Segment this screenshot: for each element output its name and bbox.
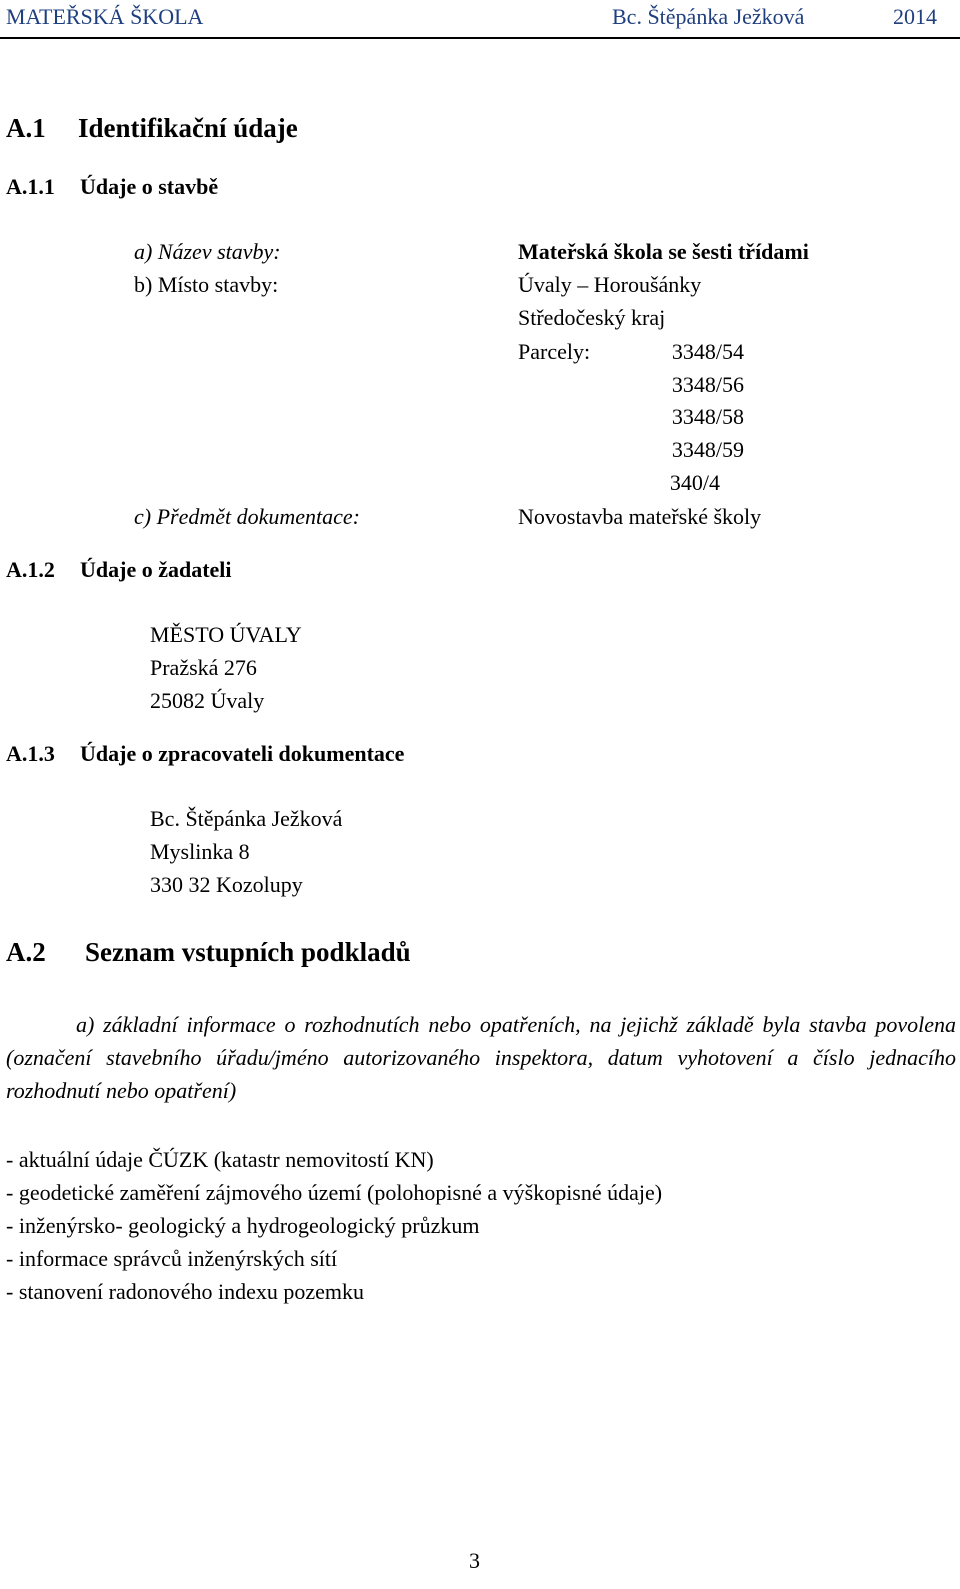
applicant-line: MĚSTO ÚVALY xyxy=(150,622,302,647)
source-paragraph xyxy=(6,1008,956,1107)
building-place-value: Úvaly – Horoušánky xyxy=(518,272,702,297)
parcel-number: 3348/58 xyxy=(671,404,744,429)
building-name-value: Mateřská škola se šesti třídami xyxy=(518,239,809,264)
source-list xyxy=(6,1143,662,1308)
header-title: MATEŘSKÁ ŠKOLA xyxy=(6,4,204,29)
applicant-line: 25082 Úvaly xyxy=(150,688,265,713)
list-item: - aktuální údaje ČÚZK (katastr nemovitostí KN) xyxy=(6,1147,434,1172)
author-line: Myslinka 8 xyxy=(150,839,250,864)
page-header xyxy=(0,4,960,34)
header-rule xyxy=(0,37,960,39)
section-a1-number: A.1 xyxy=(6,113,46,143)
section-a2-number: A.2 xyxy=(6,937,46,967)
parcel-number: 340/4 xyxy=(669,470,720,495)
applicant-line: Pražská 276 xyxy=(150,655,257,680)
parcels-label: Parcely: xyxy=(518,339,591,364)
header-author: Bc. Štěpánka Ježková xyxy=(612,4,805,29)
list-item: - geodetické zaměření zájmového území (polohopisné a výškopisné údaje) xyxy=(6,1180,663,1205)
building-place-label: b) Místo stavby: xyxy=(134,272,279,297)
author-line: 330 32 Kozolupy xyxy=(150,872,303,897)
header-year: 2014 xyxy=(893,4,937,29)
section-a13-title: Údaje o zpracovateli dokumentace xyxy=(80,741,405,766)
section-a11-number: A.1.1 xyxy=(6,174,55,199)
source-paragraph-text: a) základní informace o rozhodnutích nebo opatřeních, na jejichž základě byla stavba povolena (označení stavebního úřadu/jméno autorizovaného inspektora, datum vyhotovení a číslo jednacího rozhodnutí nebo opatření) xyxy=(6,1012,956,1103)
building-region-value: Středočeský kraj xyxy=(518,305,666,330)
parcel-number: 3348/59 xyxy=(671,437,744,462)
list-item: - informace správců inženýrských sítí xyxy=(6,1246,338,1271)
parcel-number: 3348/54 xyxy=(671,339,744,364)
building-name-label: a) Název stavby: xyxy=(134,239,281,264)
section-a12-number: A.1.2 xyxy=(6,557,55,582)
page-number: 3 xyxy=(469,1548,480,1573)
parcel-number: 3348/56 xyxy=(671,372,744,397)
section-a13-number: A.1.3 xyxy=(6,741,55,766)
author-line: Bc. Štěpánka Ježková xyxy=(150,806,343,831)
section-a1-title: Identifikační údaje xyxy=(78,113,298,143)
list-item: - stanovení radonového indexu pozemku xyxy=(6,1279,365,1304)
list-item: - inženýrsko- geologický a hydrogeologický průzkum xyxy=(6,1213,480,1238)
section-a12-title: Údaje o žadateli xyxy=(80,557,232,582)
document-subject-value: Novostavba mateřské školy xyxy=(518,504,762,529)
section-a2-title: Seznam vstupních podkladů xyxy=(85,937,411,967)
document-subject-label: c) Předmět dokumentace: xyxy=(134,504,361,529)
section-a11-title: Údaje o stavbě xyxy=(80,174,219,199)
